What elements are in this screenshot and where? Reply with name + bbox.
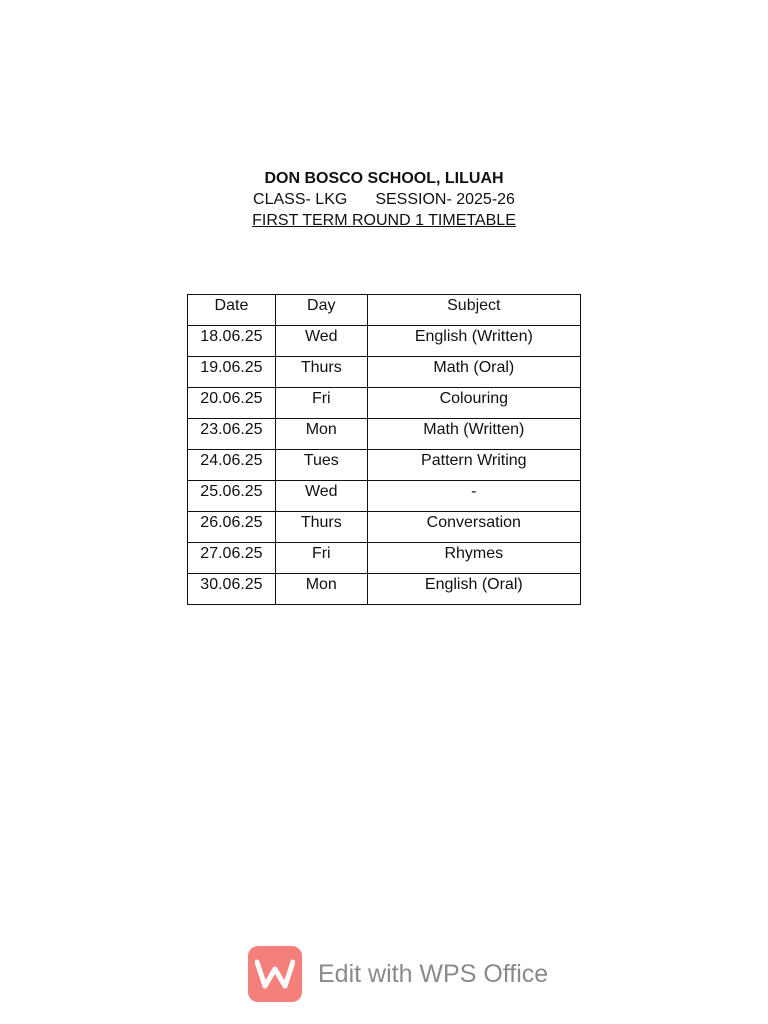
wps-logo-icon bbox=[248, 946, 302, 1002]
table-row bbox=[188, 419, 581, 450]
day-cell: Tues bbox=[275, 450, 367, 481]
table-row bbox=[188, 543, 581, 574]
edit-with-wps-button[interactable] bbox=[248, 946, 548, 1002]
timetable bbox=[187, 294, 581, 605]
class-label: CLASS- LKG bbox=[253, 191, 348, 208]
subject-cell: Colouring bbox=[367, 388, 580, 419]
date-cell: 27.06.25 bbox=[188, 543, 276, 574]
day-cell: Mon bbox=[275, 574, 367, 605]
date-cell: 18.06.25 bbox=[188, 326, 276, 357]
day-cell: Wed bbox=[275, 481, 367, 512]
table-row bbox=[188, 481, 581, 512]
timetable-title: FIRST TERM ROUND 1 TIMETABLE bbox=[252, 212, 516, 229]
day-cell: Mon bbox=[275, 419, 367, 450]
date-cell: 30.06.25 bbox=[188, 574, 276, 605]
table-row bbox=[188, 326, 581, 357]
date-cell: 23.06.25 bbox=[188, 419, 276, 450]
subject-cell: English (Oral) bbox=[367, 574, 580, 605]
column-header-subject: Subject bbox=[367, 295, 580, 326]
date-cell: 20.06.25 bbox=[188, 388, 276, 419]
day-cell: Thurs bbox=[275, 357, 367, 388]
subject-cell: Conversation bbox=[367, 512, 580, 543]
class-session-line bbox=[0, 189, 768, 210]
table-header-row bbox=[188, 295, 581, 326]
subject-cell: Math (Written) bbox=[367, 419, 580, 450]
document-header bbox=[0, 168, 768, 231]
date-cell: 25.06.25 bbox=[188, 481, 276, 512]
table-row bbox=[188, 388, 581, 419]
subject-cell: - bbox=[367, 481, 580, 512]
date-cell: 24.06.25 bbox=[188, 450, 276, 481]
subject-cell: Math (Oral) bbox=[367, 357, 580, 388]
school-name: DON BOSCO SCHOOL, LILUAH bbox=[264, 170, 504, 187]
session-label: SESSION- 2025-26 bbox=[375, 191, 515, 208]
date-cell: 26.06.25 bbox=[188, 512, 276, 543]
date-cell: 19.06.25 bbox=[188, 357, 276, 388]
subject-cell: Pattern Writing bbox=[367, 450, 580, 481]
column-header-day: Day bbox=[275, 295, 367, 326]
table-row bbox=[188, 574, 581, 605]
subject-cell: Rhymes bbox=[367, 543, 580, 574]
day-cell: Thurs bbox=[275, 512, 367, 543]
table-row bbox=[188, 450, 581, 481]
day-cell: Wed bbox=[275, 326, 367, 357]
edit-with-wps-label: Edit with WPS Office bbox=[318, 959, 549, 988]
day-cell: Fri bbox=[275, 543, 367, 574]
subject-cell: English (Written) bbox=[367, 326, 580, 357]
table-row bbox=[188, 357, 581, 388]
day-cell: Fri bbox=[275, 388, 367, 419]
table-row bbox=[188, 512, 581, 543]
column-header-date: Date bbox=[188, 295, 276, 326]
